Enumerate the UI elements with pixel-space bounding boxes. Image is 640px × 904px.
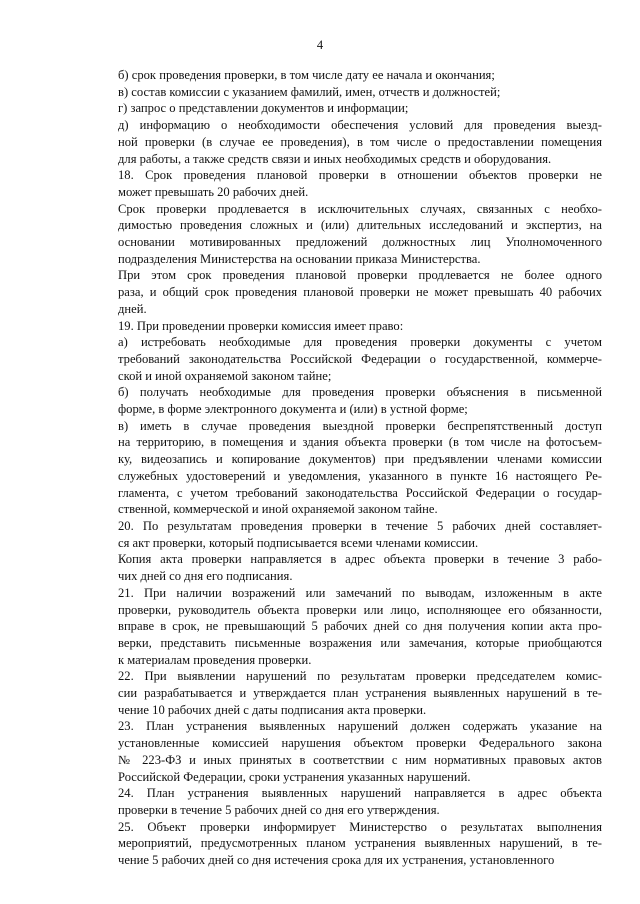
text-line: Срок проверки продлевается в исключительных случаях, связанных с необхо-	[118, 201, 602, 216]
paragraph	[88, 334, 602, 384]
paragraph	[88, 167, 602, 200]
text-line: проверки, руководитель объекта проверки или лицо, исполняющее его обязанности,	[118, 602, 602, 617]
text-line: установленные комиссией нарушения объектом проверки Федерального закона	[118, 736, 602, 751]
text-line: б) срок проведения проверки, в том числе дату ее начала и окончания;	[118, 68, 495, 82]
text-line: 20. По результатам проведения проверки в течение 5 рабочих дней составляет-	[118, 518, 602, 533]
text-line: 18. Срок проведения плановой проверки в отношении объектов проверки не	[118, 168, 602, 183]
text-line: Российской Федерации, сроки устранения указанных нарушений.	[118, 769, 471, 784]
text-line: 23. План устранения выявленных нарушений должен содержать указание на	[118, 719, 602, 734]
text-line: основании мотивированных предложений должностных лиц Уполномоченного	[118, 235, 602, 250]
paragraph	[88, 785, 602, 818]
text-line: димостью проведения сложных и (или) длительных исследований и экспертиз, на	[118, 218, 602, 233]
text-line: на территорию, в помещения и здания объекта проверки (в том числе на фотосъем-	[118, 435, 602, 450]
text-line: проверки в течение 5 рабочих дней со дня его утверждения.	[118, 802, 440, 817]
paragraph	[88, 418, 602, 518]
paragraph	[88, 67, 602, 84]
paragraph	[88, 585, 602, 669]
text-line: б) получать необходимые для проведения проверки объяснения в письменной	[118, 385, 602, 400]
text-line: верки, представить письменные возражения или замечания, которые приобщаются	[118, 635, 602, 650]
paragraph	[88, 117, 602, 167]
text-line: чение 5 рабочих дней со дня истечения срока для их устранения, установленного	[118, 853, 555, 868]
text-line: 22. При выявлении нарушений по результатам проверки председателем комис-	[118, 669, 602, 684]
text-line: вправе в срок, не превышающий 5 рабочих дней со дня получения копии акта про-	[118, 619, 602, 634]
text-line: При этом срок проведения плановой проверки продлевается не более одного	[118, 268, 602, 283]
text-line: чение 10 рабочих дней с даты подписания акта проверки.	[118, 702, 427, 717]
text-line: гламента, с учетом требований законодательства Российской Федерации о государ-	[118, 485, 602, 500]
text-line: а) истребовать необходимые для проведения проверки документы с учетом	[118, 335, 602, 350]
paragraph	[88, 668, 602, 718]
text-line: дней.	[118, 301, 147, 316]
text-line: 24. План устранения выявленных нарушений направляется в адрес объекта	[118, 786, 602, 801]
paragraph	[88, 384, 602, 417]
paragraph	[88, 84, 602, 101]
text-line: ся акт проверки, который подписывается всеми членами комиссии.	[118, 535, 479, 550]
text-line: 19. При проведении проверки комиссия имеет право:	[118, 318, 404, 333]
text-line: г) запрос о представлении документов и информации;	[118, 101, 409, 116]
text-line: ной проверки (в случае ее проведения), в том числе о предоставлении помещения	[118, 134, 602, 149]
text-line: раза, и общий срок проведения плановой проверки не может превышать 40 рабочих	[118, 285, 602, 300]
paragraph	[88, 551, 602, 584]
text-line: форме, в форме электронного документа и (или) в устной форме;	[118, 402, 468, 417]
paragraph	[88, 100, 602, 117]
page-number: 4	[316, 38, 324, 52]
text-line: Копия акта проверки направляется в адрес объекта проверки в течение 3 рабо-	[118, 552, 602, 567]
text-line: 21. При наличии возражений или замечаний по выводам, изложенным в акте	[118, 585, 602, 600]
paragraph	[88, 518, 602, 551]
text-line: № 223-ФЗ и иных принятых в соответствии с ним нормативных правовых актов	[118, 752, 602, 767]
text-line: требований законодательства Российской Федерации о государственной, коммерче-	[118, 351, 602, 366]
text-line: чих дней со дня его подписания.	[118, 569, 293, 584]
text-line: служебных удостоверений и уведомления, указанного в пункте 16 настоящего Ре-	[118, 468, 602, 483]
text-line: 25. Объект проверки информирует Министерство о результатах выполнения	[118, 819, 602, 834]
text-line: д) информацию о необходимости обеспечения условий для проведения выезд-	[118, 118, 602, 133]
document-body	[88, 67, 602, 869]
text-line: сии разрабатывается и утверждается план устранения выявленных нарушений в те-	[118, 686, 602, 701]
text-line: в) иметь в случае проведения выездной проверки беспрепятственный доступ	[118, 418, 602, 433]
text-line: мероприятий, предусмотренных планом устранения выявленных нарушений, в те-	[118, 836, 602, 851]
text-line: ской и иной охраняемой законом тайне;	[118, 368, 332, 383]
text-line: может превышать 20 рабочих дней.	[118, 184, 309, 199]
text-line: ку, видеозапись и копирование документов) при предъявлении членами комиссии	[118, 452, 602, 467]
paragraph	[88, 819, 602, 869]
paragraph	[88, 267, 602, 317]
text-line: в) состав комиссии с указанием фамилий, имен, отчеств и должностей;	[118, 84, 501, 99]
text-line: ственной, коммерческой и иной охраняемой законом тайне.	[118, 502, 438, 517]
text-line: для работы, а также средств связи и иных необходимых средств и оборудования.	[118, 151, 552, 166]
paragraph	[88, 201, 602, 268]
paragraph	[88, 718, 602, 785]
paragraph	[88, 318, 602, 335]
text-line: подразделения Министерства на основании приказа Министерства.	[118, 251, 481, 266]
text-line: к материалам проведения проверки.	[118, 652, 312, 667]
